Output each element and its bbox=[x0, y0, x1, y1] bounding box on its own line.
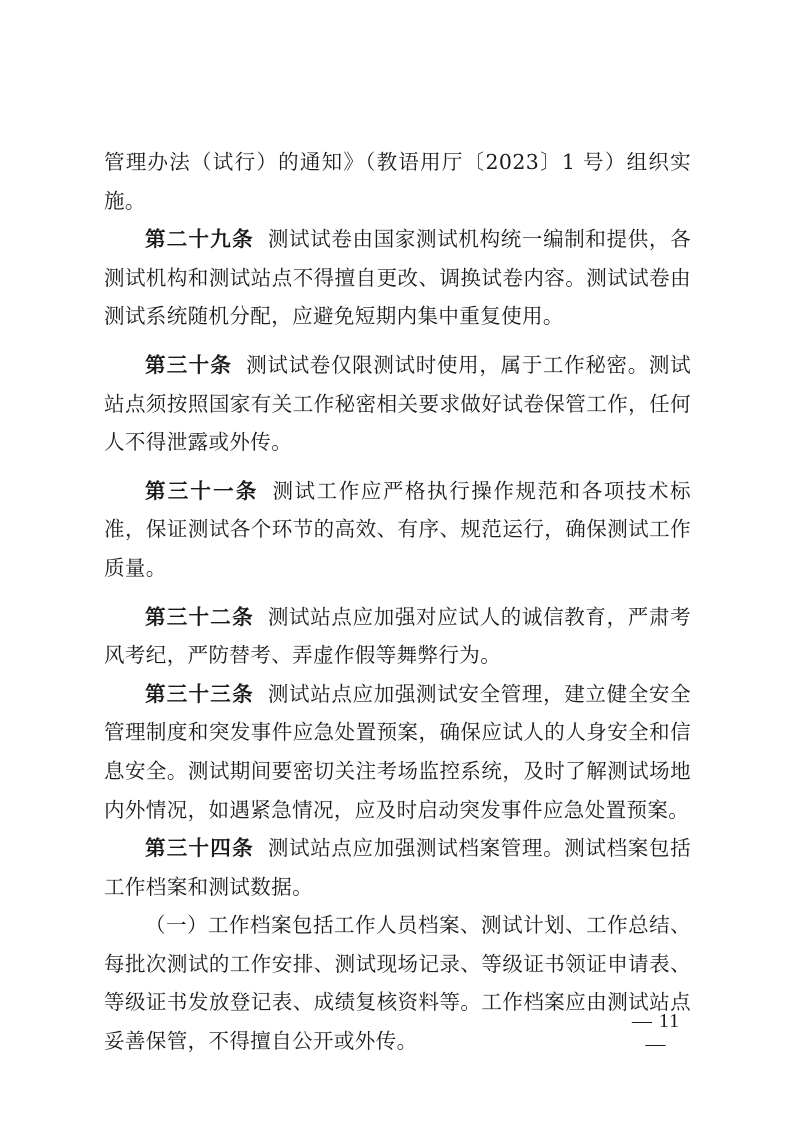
article-30-text: 测试试卷仅限测试时使用，属于工作秘密。测试站点须按照国家有关工作秘密相关要求做好试卷保管工作，任何人不得泄露或外传。 bbox=[104, 352, 691, 455]
article-31-text: 测试工作应严格执行操作规范和各项技术标准，保证测试各个环节的高效、有序、规范运行，确保测试工作质量。 bbox=[104, 478, 692, 580]
article-34-item-1: （一）工作档案包括工作人员档案、测试计划、工作总结、每批次测试的工作安排、测试现场记录、等级证书领证申请表、等级证书发放登记表、成绩复核资料等。工作档案应由测试站点妥善保管，不得擅自公开或外传。 bbox=[104, 913, 691, 1054]
article-34 bbox=[104, 829, 691, 906]
document-body bbox=[104, 143, 691, 1061]
article-34-text: 测试站点应加强测试档案管理。测试档案包括工作档案和测试数据。 bbox=[104, 836, 692, 899]
article-32-number: 第三十二条 bbox=[145, 604, 254, 629]
article-31 bbox=[104, 472, 691, 588]
article-30 bbox=[104, 346, 691, 462]
article-34-number: 第三十四条 bbox=[145, 836, 254, 861]
article-31-number: 第三十一条 bbox=[145, 478, 259, 503]
article-32-text: 测试站点应加强对应试人的诚信教育，严肃考风考纪，严防替考、弄虚作假等舞弊行为。 bbox=[104, 604, 692, 668]
article-33-number: 第三十三条 bbox=[145, 681, 254, 706]
article-30-number: 第三十条 bbox=[145, 352, 233, 377]
article-29 bbox=[104, 220, 691, 336]
article-33 bbox=[104, 675, 691, 829]
article-32 bbox=[104, 598, 691, 675]
article-33-text: 测试站点应加强测试安全管理，建立健全安全管理制度和突发事件应急处置预案，确保应试人的人身安全和信息安全。测试期间要密切关注考场监控系统，及时了解测试场地内外情况，如遇紧急情况，应及时启动突发事件应急处置预案。 bbox=[104, 681, 692, 822]
article-29-text: 测试试卷由国家测试机构统一编制和提供，各测试机构和测试站点不得擅自更改、调换试卷内容。测试试卷由测试系统随机分配，应避免短期内集中重复使用。 bbox=[104, 227, 692, 329]
article-29-number: 第二十九条 bbox=[145, 227, 254, 252]
page-number: — 11 — bbox=[631, 1010, 681, 1055]
continuation-paragraph: 管理办法（试行）的通知》（教语用厅〔2023〕1 号）组织实施。 bbox=[104, 150, 691, 213]
